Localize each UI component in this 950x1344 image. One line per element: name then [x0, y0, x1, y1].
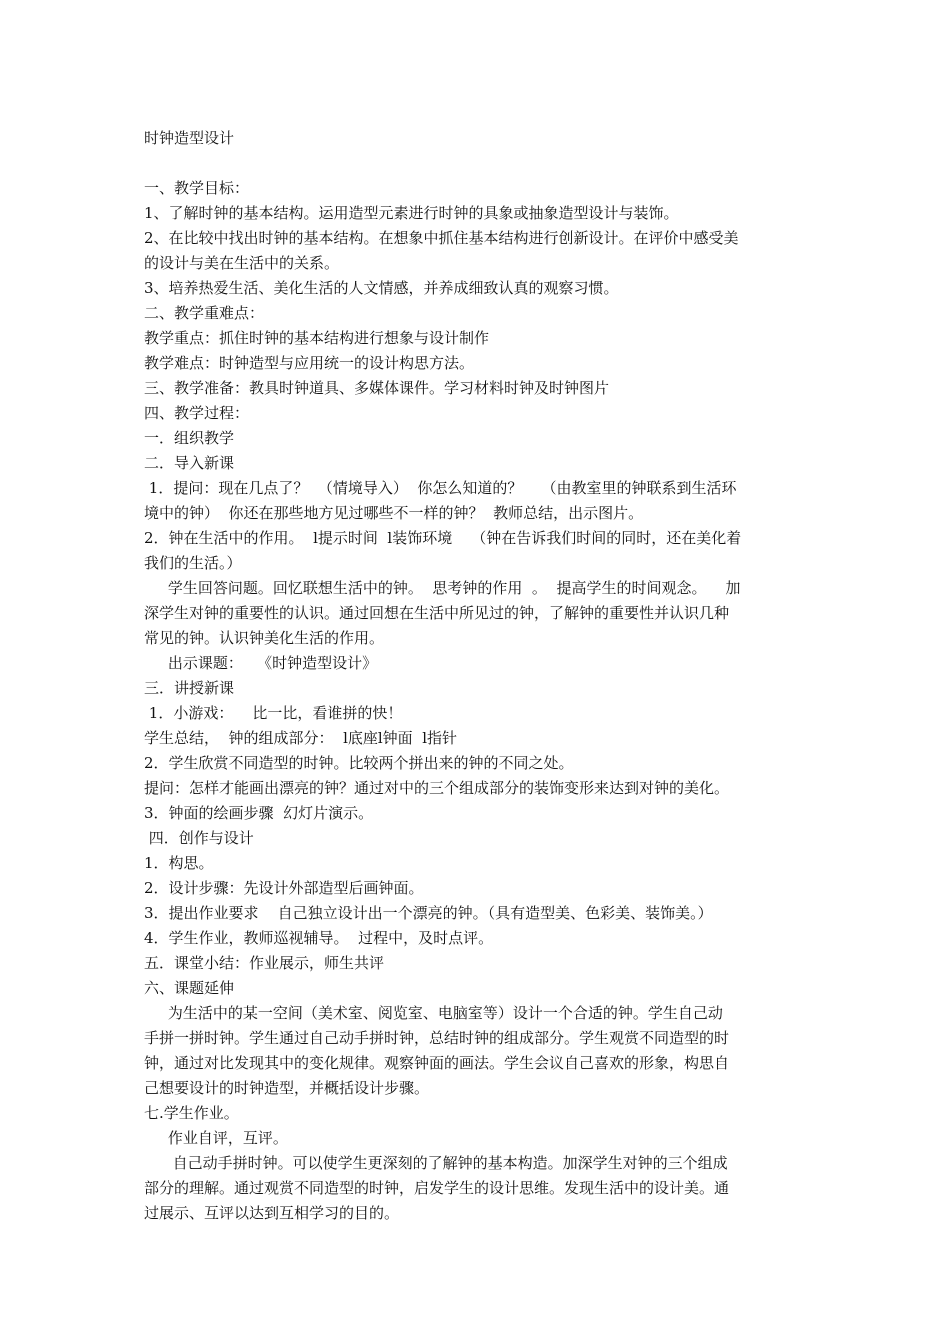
text-line: 六、课题延伸: [144, 979, 235, 997]
text-line: 常见的钟。认识钟美化生活的作用。: [144, 629, 385, 647]
document-body: [144, 176, 808, 1226]
text-line: 2、在比较中找出时钟的基本结构。在想象中抓住基本结构进行创新设计。在评价中感受美: [144, 229, 739, 247]
text-line: 三．讲授新课: [144, 679, 235, 697]
text-line: 过展示、互评以达到互相学习的目的。: [144, 1204, 400, 1222]
text-line: 1．小游戏： 比一比，看谁拼的快！: [144, 704, 403, 722]
text-line: 2．钟在生活中的作用。 l提示时间 l装饰环境 （钟在告诉我们时间的同时，还在美化着: [144, 529, 742, 547]
document-page: [144, 126, 808, 1226]
text-line: 五．课堂小结：作业展示，师生共评: [144, 954, 385, 972]
text-line: 作业自评，互评。: [144, 1129, 288, 1147]
text-line: 二．导入新课: [144, 454, 235, 472]
text-line: 自己动手拼时钟。可以使学生更深刻的了解钟的基本构造。加深学生对钟的三个组成: [144, 1154, 728, 1172]
text-line: 七.学生作业。: [144, 1104, 239, 1122]
text-line: 一．组织教学: [144, 429, 235, 447]
text-line: 2．学生欣赏不同造型的时钟。比较两个拼出来的钟的不同之处。: [144, 754, 574, 772]
text-line: 己想要设计的时钟造型，并概括设计步骤。: [144, 1079, 430, 1097]
text-line: 3．钟面的绘画步骤 幻灯片演示。: [144, 804, 374, 822]
text-line: 为生活中的某一空间（美术室、阅览室、电脑室等）设计一个合适的钟。学生自己动: [144, 1004, 723, 1022]
text-line: 部分的理解。通过观赏不同造型的时钟，启发学生的设计思维。发现生活中的设计美。通: [144, 1179, 730, 1197]
text-line: 深学生对钟的重要性的认识。通过回想在生活中所见过的钟，了解钟的重要性并认识几种: [144, 604, 730, 622]
text-line: 我们的生活。）: [144, 554, 242, 572]
text-line: 手拼一拼时钟。学生通过自己动手拼时钟，总结时钟的组成部分。学生观赏不同造型的时: [144, 1029, 730, 1047]
document-title: 时钟造型设计: [144, 129, 235, 147]
text-line: 教学难点：时钟造型与应用统一的设计构思方法。: [144, 354, 475, 372]
text-line: 教学重点：抓住时钟的基本结构进行想象与设计制作: [144, 329, 490, 347]
text-line: 2．设计步骤：先设计外部造型后画钟面。: [144, 879, 424, 897]
text-line: 学生回答问题。回忆联想生活中的钟。 思考钟的作用 。 提高学生的时间观念。 加: [144, 579, 741, 597]
text-line: 4．学生作业，教师巡视辅导。 过程中，及时点评。: [144, 929, 494, 947]
text-line: 提问：怎样才能画出漂亮的钟？通过对中的三个组成部分的装饰变形来达到对钟的美化。: [144, 779, 730, 797]
text-line: 四、教学过程：: [144, 404, 250, 422]
text-line: 一、教学目标：: [144, 179, 250, 197]
text-line: 境中的钟） 你还在那些地方见过哪些不一样的钟？ 教师总结，出示图片。: [144, 504, 644, 522]
text-line: 1、了解时钟的基本结构。运用造型元素进行时钟的具象或抽象造型设计与装饰。: [144, 204, 679, 222]
text-line: 3、培养热爱生活、美化生活的人文情感，并养成细致认真的观察习惯。: [144, 279, 619, 297]
text-line: 1．提问：现在几点了？ （情境导入） 你怎么知道的？ （由教室里的钟联系到生活环: [144, 479, 737, 497]
text-line: 学生总结， 钟的组成部分： l底座l钟面 l指针: [144, 729, 458, 747]
blank-line: [144, 151, 808, 176]
text-line: 出示课题： 《时钟造型设计》: [144, 654, 378, 672]
text-line: 1．构思。: [144, 854, 214, 872]
text-line: 3．提出作业要求 自己独立设计出一个漂亮的钟。（具有造型美、色彩美、装饰美。）: [144, 904, 713, 922]
text-line: 四．创作与设计: [144, 829, 254, 847]
text-line: 钟，通过对比发现其中的变化规律。观察钟面的画法。学生会议自己喜欢的形象，构思自: [144, 1054, 730, 1072]
text-line: 三、教学准备：教具时钟道具、多媒体课件。学习材料时钟及时钟图片: [144, 379, 610, 397]
text-line: 的设计与美在生活中的关系。: [144, 254, 340, 272]
text-line: 二、教学重难点：: [144, 304, 265, 322]
